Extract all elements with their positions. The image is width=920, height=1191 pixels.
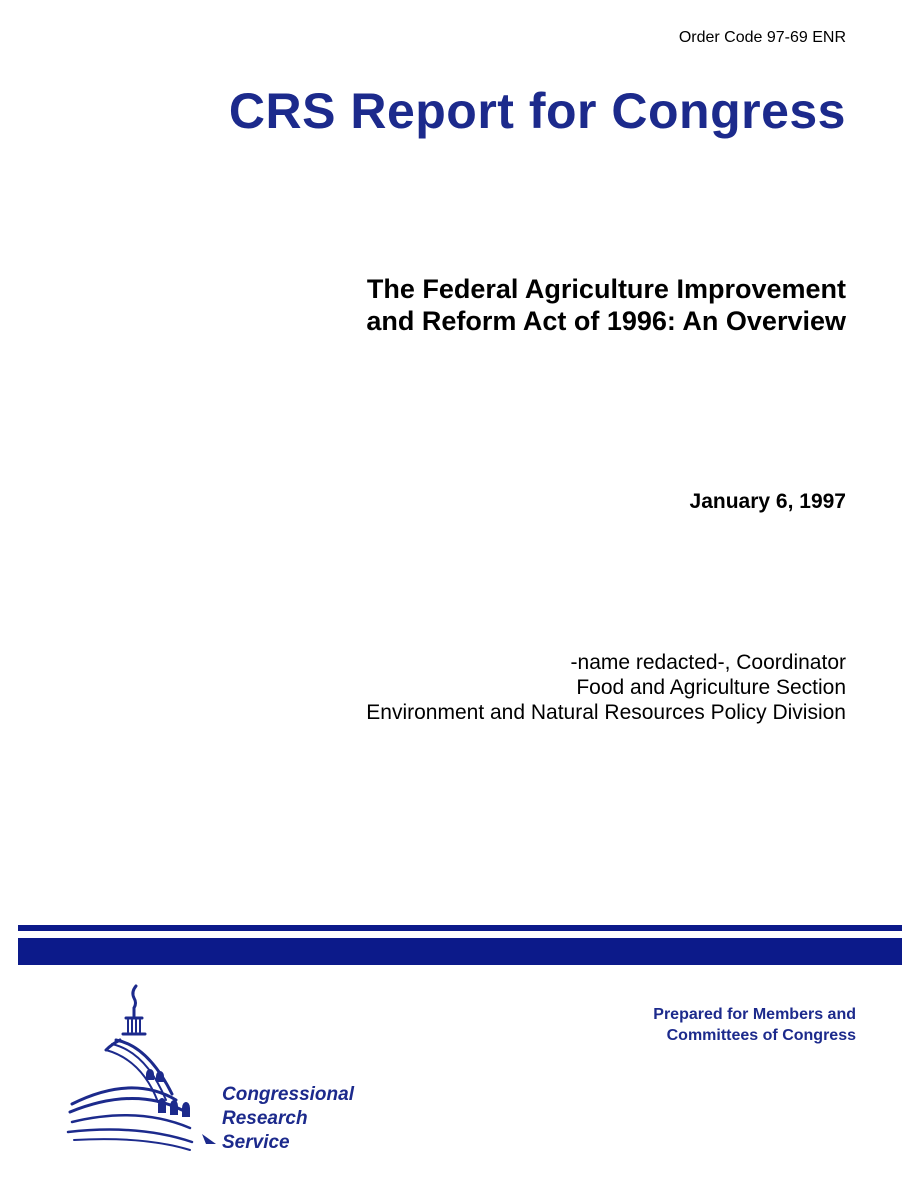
- author-line-1: -name redacted-, Coordinator: [570, 651, 846, 674]
- prepared-line-1: Prepared for Members and: [653, 1006, 856, 1023]
- logo-line-service: Service: [222, 1132, 290, 1153]
- capitol-dome-icon: [66, 982, 226, 1157]
- order-code: Order Code 97-69 ENR: [678, 29, 846, 46]
- author-line-3: Environment and Natural Resources Policy Division: [366, 701, 846, 724]
- report-title: [366, 273, 846, 337]
- author-line-2: Food and Agriculture Section: [576, 676, 846, 699]
- prepared-for-note: [653, 1004, 856, 1046]
- crs-logo-text: [222, 1083, 354, 1155]
- logo-line-congressional: Congressional: [222, 1084, 354, 1105]
- report-title-line-1: The Federal Agriculture Improvement: [366, 274, 846, 304]
- prepared-line-2: Committees of Congress: [666, 1027, 856, 1044]
- author-block: [366, 650, 846, 725]
- report-date: January 6, 1997: [689, 490, 846, 513]
- logo-line-research: Research: [222, 1108, 308, 1129]
- report-banner-title: CRS Report for Congress: [228, 83, 846, 139]
- footer-rule-thin: [18, 925, 902, 931]
- footer-rule-thick: [18, 938, 902, 965]
- report-title-line-2: and Reform Act of 1996: An Overview: [366, 306, 846, 336]
